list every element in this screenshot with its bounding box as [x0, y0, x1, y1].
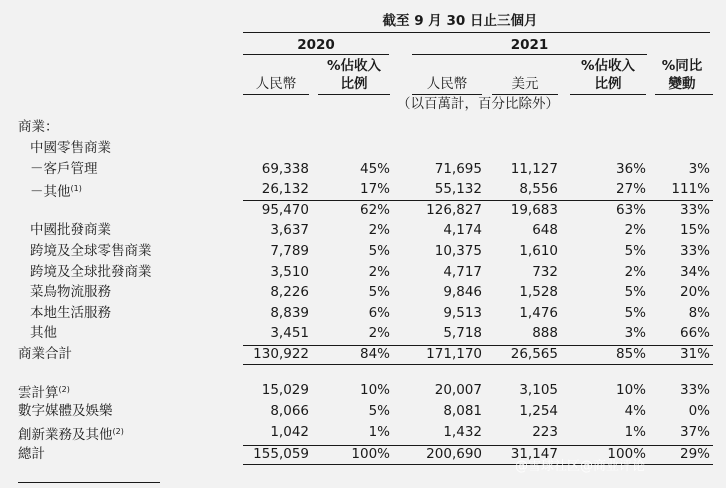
table-cell: 3,105 — [519, 382, 558, 398]
total-rule-commerce — [243, 364, 713, 365]
table-cell: 6% — [368, 305, 390, 321]
col-rmb-2020: 人民幣 — [255, 76, 297, 92]
table-cell: 26,565 — [510, 346, 558, 362]
header-rule-col4 — [492, 94, 558, 95]
row-label — [18, 446, 45, 462]
row-label — [18, 424, 124, 443]
table-cell: 3,510 — [270, 264, 309, 280]
table-cell: 2% — [368, 325, 390, 341]
table-cell: 71,695 — [434, 161, 482, 177]
table-cell: 1,432 — [443, 424, 482, 440]
table-cell: 2% — [368, 222, 390, 238]
table-cell: 5% — [368, 403, 390, 419]
header-rule-top — [243, 32, 710, 33]
table-cell: 1,610 — [519, 243, 558, 259]
table-cell: 8,839 — [270, 305, 309, 321]
row-label — [30, 181, 82, 200]
table-cell: 5% — [368, 284, 390, 300]
table-cell: 33% — [679, 202, 710, 218]
table-cell: 31% — [679, 346, 710, 362]
table-cell: 20% — [679, 284, 710, 300]
row-label-text: 中國零售商業 — [30, 140, 111, 156]
table-cell: 17% — [359, 181, 390, 197]
table-cell: 5% — [624, 284, 646, 300]
col-pct-2021-l1: %佔收入 — [580, 58, 636, 74]
table-cell: 111% — [671, 181, 710, 197]
table-cell: 3% — [688, 161, 710, 177]
period-heading: 截至 9 月 30 日止三個月 — [382, 13, 538, 29]
table-cell: 62% — [359, 202, 390, 218]
table-cell: 5% — [624, 305, 646, 321]
table-cell: 4,174 — [443, 222, 482, 238]
col-usd-2021: 美元 — [511, 76, 539, 92]
row-label-text: 雲計算 — [18, 385, 59, 401]
table-cell: 648 — [532, 222, 558, 238]
year-2020: 2020 — [297, 37, 335, 53]
table-cell: 8,066 — [270, 403, 309, 419]
row-label — [30, 284, 111, 300]
row-label — [30, 264, 152, 280]
table-cell: 95,470 — [261, 202, 309, 218]
unit-note: （以百萬計，百分比除外） — [397, 96, 559, 112]
year-2021: 2021 — [510, 37, 549, 53]
table-cell: 55,132 — [434, 181, 482, 197]
table-cell: 3,451 — [270, 325, 309, 341]
table-cell: 33% — [679, 382, 710, 398]
table-cell: 29% — [679, 446, 710, 462]
table-cell: 1,042 — [270, 424, 309, 440]
table-cell: 1% — [368, 424, 390, 440]
row-label — [30, 325, 57, 341]
table-cell: 1,528 — [519, 284, 558, 300]
table-cell: 15% — [679, 222, 710, 238]
table-cell: 69,338 — [261, 161, 309, 177]
table-cell: 5,718 — [443, 325, 482, 341]
table-cell: 0% — [688, 403, 710, 419]
table-cell: 36% — [615, 161, 646, 177]
table-cell: 3% — [624, 325, 646, 341]
table-cell: 1,254 — [519, 403, 558, 419]
col-pct-2020-l2: 比例 — [340, 76, 368, 92]
row-label-text: 中國批發商業 — [30, 222, 111, 238]
row-label — [18, 403, 113, 419]
header-rule-2021 — [412, 54, 647, 55]
table-cell: 9,513 — [443, 305, 482, 321]
footnote-marker: (2) — [112, 427, 124, 436]
table-cell: 15,029 — [261, 382, 309, 398]
row-label-text: 數字媒體及娛樂 — [18, 403, 113, 419]
table-cell: 3,637 — [270, 222, 309, 238]
row-label-text: 跨境及全球批發商業 — [30, 264, 152, 280]
row-label — [18, 119, 59, 135]
footnote-marker: (1) — [70, 184, 82, 193]
table-cell: 20,007 — [434, 382, 482, 398]
table-cell: 2% — [624, 222, 646, 238]
table-cell: 1,476 — [519, 305, 558, 321]
row-label-text: 跨境及全球零售商業 — [30, 243, 152, 259]
table-cell: 63% — [615, 202, 646, 218]
table-cell: 100% — [607, 446, 646, 462]
table-cell: 130,922 — [253, 346, 309, 362]
subtotal-rule-retail — [243, 200, 713, 201]
col-rmb-2021: 人民幣 — [426, 76, 468, 92]
row-label — [30, 222, 111, 238]
subtotal-rule-commerce — [243, 345, 713, 346]
watermark-text: @雪球社区@商业评论 — [515, 459, 646, 474]
row-label-text: 創新業務及其他 — [18, 427, 113, 443]
table-cell: 2% — [368, 264, 390, 280]
table-cell: 10% — [615, 382, 646, 398]
col-yoy-l2: 變動 — [668, 76, 696, 92]
row-label — [30, 140, 111, 156]
table-cell: 4,717 — [443, 264, 482, 280]
header-rule-col6 — [655, 94, 713, 95]
table-cell: 7,789 — [270, 243, 309, 259]
table-cell: 84% — [359, 346, 390, 362]
footnote-rule — [18, 482, 160, 483]
table-cell: 45% — [359, 161, 390, 177]
table-cell: 33% — [679, 243, 710, 259]
table-cell: 4% — [624, 403, 646, 419]
table-cell: 888 — [532, 325, 558, 341]
table-cell: 5% — [368, 243, 390, 259]
header-rule-col1 — [243, 94, 309, 95]
header-rule-col3 — [412, 94, 482, 95]
row-label-text: 本地生活服務 — [30, 305, 111, 321]
row-label-text: －其他 — [30, 184, 71, 200]
row-label-text: 其他 — [30, 325, 57, 341]
row-label-text: 菜鳥物流服務 — [30, 284, 111, 300]
table-cell: 732 — [532, 264, 558, 280]
table-cell: 10% — [359, 382, 390, 398]
table-cell: 34% — [679, 264, 710, 280]
table-cell: 2% — [624, 264, 646, 280]
table-cell: 8,081 — [443, 403, 482, 419]
col-pct-2021-l2: 比例 — [594, 76, 622, 92]
row-label — [18, 346, 72, 362]
header-rule-col5 — [570, 94, 646, 95]
table-cell: 223 — [532, 424, 558, 440]
table-cell: 85% — [615, 346, 646, 362]
table-cell: 5% — [624, 243, 646, 259]
row-label-text: 總計 — [18, 446, 45, 462]
row-label — [30, 243, 152, 259]
table-cell: 37% — [679, 424, 710, 440]
header-rule-col2 — [318, 94, 390, 95]
footnote-marker: (2) — [58, 385, 70, 394]
table-cell: 8,556 — [519, 181, 558, 197]
table-cell: 19,683 — [510, 202, 558, 218]
row-label-text: 商業： — [18, 119, 59, 135]
table-cell: 26,132 — [261, 181, 309, 197]
subtotal-rule-total — [243, 445, 713, 446]
row-label — [30, 161, 98, 177]
table-cell: 10,375 — [434, 243, 482, 259]
table-cell: 200,690 — [426, 446, 482, 462]
row-label — [18, 382, 70, 401]
table-cell: 8,226 — [270, 284, 309, 300]
table-cell: 66% — [679, 325, 710, 341]
table-cell: 9,846 — [443, 284, 482, 300]
col-pct-2020-l1: %佔收入 — [326, 58, 382, 74]
table-cell: 155,059 — [253, 446, 309, 462]
table-cell: 31,147 — [510, 446, 558, 462]
col-yoy-l1: %同比 — [661, 58, 703, 74]
table-cell: 171,170 — [426, 346, 482, 362]
table-cell: 11,127 — [510, 161, 558, 177]
table-cell: 8% — [688, 305, 710, 321]
table-cell: 1% — [624, 424, 646, 440]
table-cell: 126,827 — [426, 202, 482, 218]
row-label-text: 商業合計 — [18, 346, 72, 362]
header-rule-2020 — [243, 54, 389, 55]
table-cell: 27% — [615, 181, 646, 197]
row-label — [30, 305, 111, 321]
row-label-text: －客戶管理 — [30, 161, 98, 177]
table-cell: 100% — [351, 446, 390, 462]
